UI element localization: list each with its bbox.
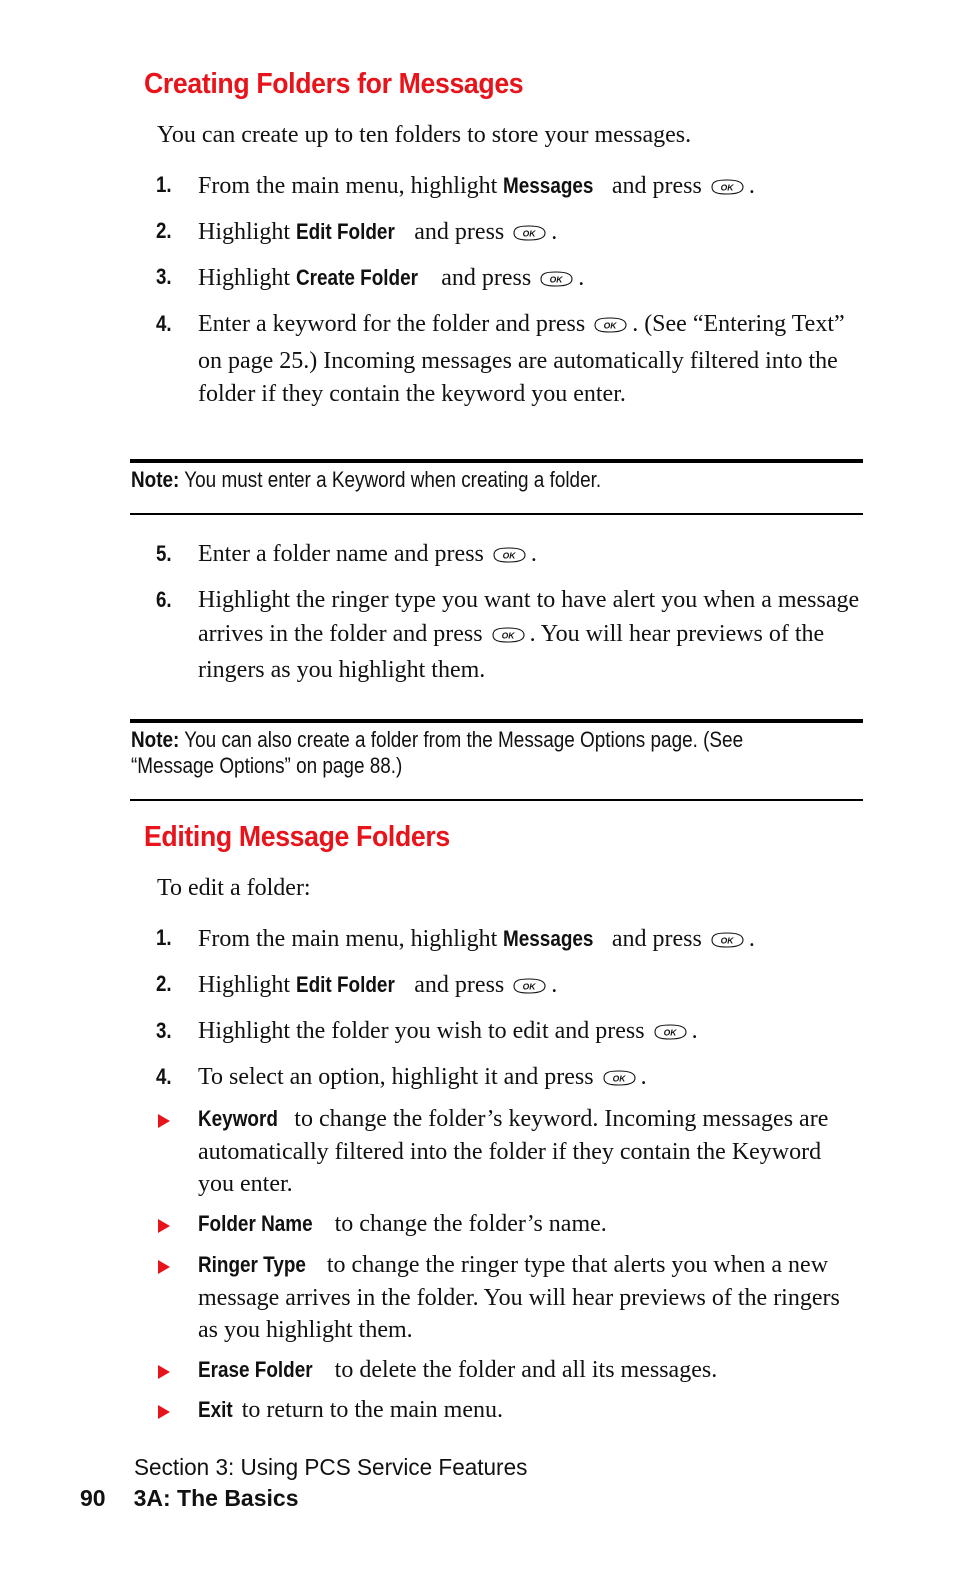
ok-key-icon	[591, 311, 629, 345]
step-text: Enter a folder name and press OK .	[198, 538, 863, 575]
footer-section-title: Section 3: Using PCS Service Features	[134, 1454, 528, 1480]
svg-text:OK: OK	[603, 320, 617, 331]
step-text: Highlight the ringer type you want to have alert you when a message arrives in the folder and press OK . You will hear previews of the ringers as you highlight them.	[198, 587, 860, 683]
step-number: 6.	[156, 587, 172, 612]
note-rule-top	[130, 459, 863, 463]
ok-key-icon	[510, 972, 548, 1006]
note-rule-bottom	[130, 513, 863, 515]
menu-keyword: Messages	[503, 173, 594, 198]
ok-key-icon	[510, 219, 548, 253]
svg-text:OK: OK	[502, 550, 516, 561]
section-heading-editing-folders: Editing Message Folders	[144, 821, 450, 853]
note-label: Note:	[131, 467, 180, 492]
bullet-arrow-icon	[158, 1260, 170, 1274]
bullet-arrow-icon	[158, 1405, 170, 1419]
ok-key-icon	[490, 541, 528, 575]
ok-key-icon	[600, 1064, 638, 1098]
option-text: Folder Name to change the folder’s name.	[198, 1208, 863, 1241]
svg-text:OK: OK	[720, 182, 734, 193]
option-keyword-label: Erase Folder	[198, 1357, 313, 1382]
svg-text:OK: OK	[501, 630, 514, 640]
ok-key-icon	[537, 265, 575, 299]
option-text: Erase Folder to delete the folder and all its messages.	[198, 1354, 863, 1387]
option-keyword-label: Ringer Type	[198, 1252, 306, 1277]
step-text: Highlight Edit Folder and press OK .	[198, 968, 863, 1006]
ok-key-icon	[489, 621, 527, 655]
option-keyword-label: Exit	[198, 1397, 233, 1422]
note-rule-bottom	[130, 799, 863, 801]
svg-text:OK: OK	[522, 981, 536, 992]
svg-text:OK: OK	[612, 1073, 625, 1084]
step-text: Enter a keyword for the folder and press OK . (See “Entering Text” on page 25.) Incoming messages are automatically filtered into the folder if they contain the keyword you enter.	[198, 311, 845, 407]
step-text: From the main menu, highlight Messages and press OK .	[198, 922, 863, 960]
option-text: Exit to return to the main menu.	[198, 1394, 863, 1427]
step-number: 2.	[156, 218, 172, 243]
bullet-arrow-icon	[158, 1365, 170, 1379]
svg-text:OK: OK	[720, 935, 734, 946]
step-number: 4.	[156, 311, 172, 336]
step-number: 5.	[156, 541, 172, 566]
note-message-options: Note: You can also create a folder from the Message Options page. (See “Message Options” on page 88.)	[131, 727, 744, 778]
option-text: Ringer Type to change the ringer type that alerts you when a new message arrives in the folder. You will hear previews of the ringers as you highlight them.	[198, 1249, 863, 1347]
step-number: 3.	[156, 1018, 172, 1043]
menu-keyword: Messages	[503, 926, 594, 951]
option-keyword-label: Folder Name	[198, 1211, 313, 1236]
menu-keyword: Edit Folder	[296, 219, 395, 244]
page-number: 90	[80, 1485, 106, 1511]
step-number: 1.	[156, 172, 172, 197]
intro-paragraph: You can create up to ten folders to store your messages.	[157, 122, 692, 148]
ok-key-icon	[651, 1018, 689, 1052]
step-text: From the main menu, highlight Messages and press OK .	[198, 169, 863, 207]
bullet-arrow-icon	[158, 1114, 170, 1128]
bullet-arrow-icon	[158, 1219, 170, 1233]
step-number: 2.	[156, 971, 172, 996]
option-keyword-label: Keyword	[198, 1106, 278, 1131]
intro-paragraph: To edit a folder:	[157, 875, 311, 901]
step-text: Highlight the folder you wish to edit and press OK .	[198, 1015, 863, 1052]
note-label: Note:	[131, 727, 180, 752]
section-heading-creating-folders: Creating Folders for Messages	[144, 68, 524, 100]
step-text: To select an option, highlight it and press OK .	[198, 1061, 863, 1098]
svg-text:OK: OK	[549, 274, 563, 285]
step-number: 1.	[156, 925, 172, 950]
step-number: 4.	[156, 1064, 172, 1089]
option-text: Keyword to change the folder’s keyword. Incoming messages are automatically filtered into the folder if they contain the Keyword you enter.	[198, 1103, 863, 1201]
footer-page-info	[80, 1485, 299, 1512]
ok-key-icon	[708, 173, 746, 207]
menu-keyword: Create Folder	[296, 265, 418, 290]
step-text: Highlight Edit Folder and press OK .	[198, 215, 863, 253]
menu-keyword: Edit Folder	[296, 972, 395, 997]
step-text: Highlight Create Folder and press OK .	[198, 261, 863, 299]
ok-key-icon	[708, 926, 746, 960]
note-keyword-required: Note: You must enter a Keyword when creating a folder.	[131, 467, 602, 492]
svg-text:OK: OK	[663, 1027, 676, 1038]
note-rule-top	[130, 719, 863, 723]
svg-text:OK: OK	[522, 228, 536, 239]
chapter-title: 3A: The Basics	[133, 1485, 299, 1511]
step-number: 3.	[156, 264, 172, 289]
